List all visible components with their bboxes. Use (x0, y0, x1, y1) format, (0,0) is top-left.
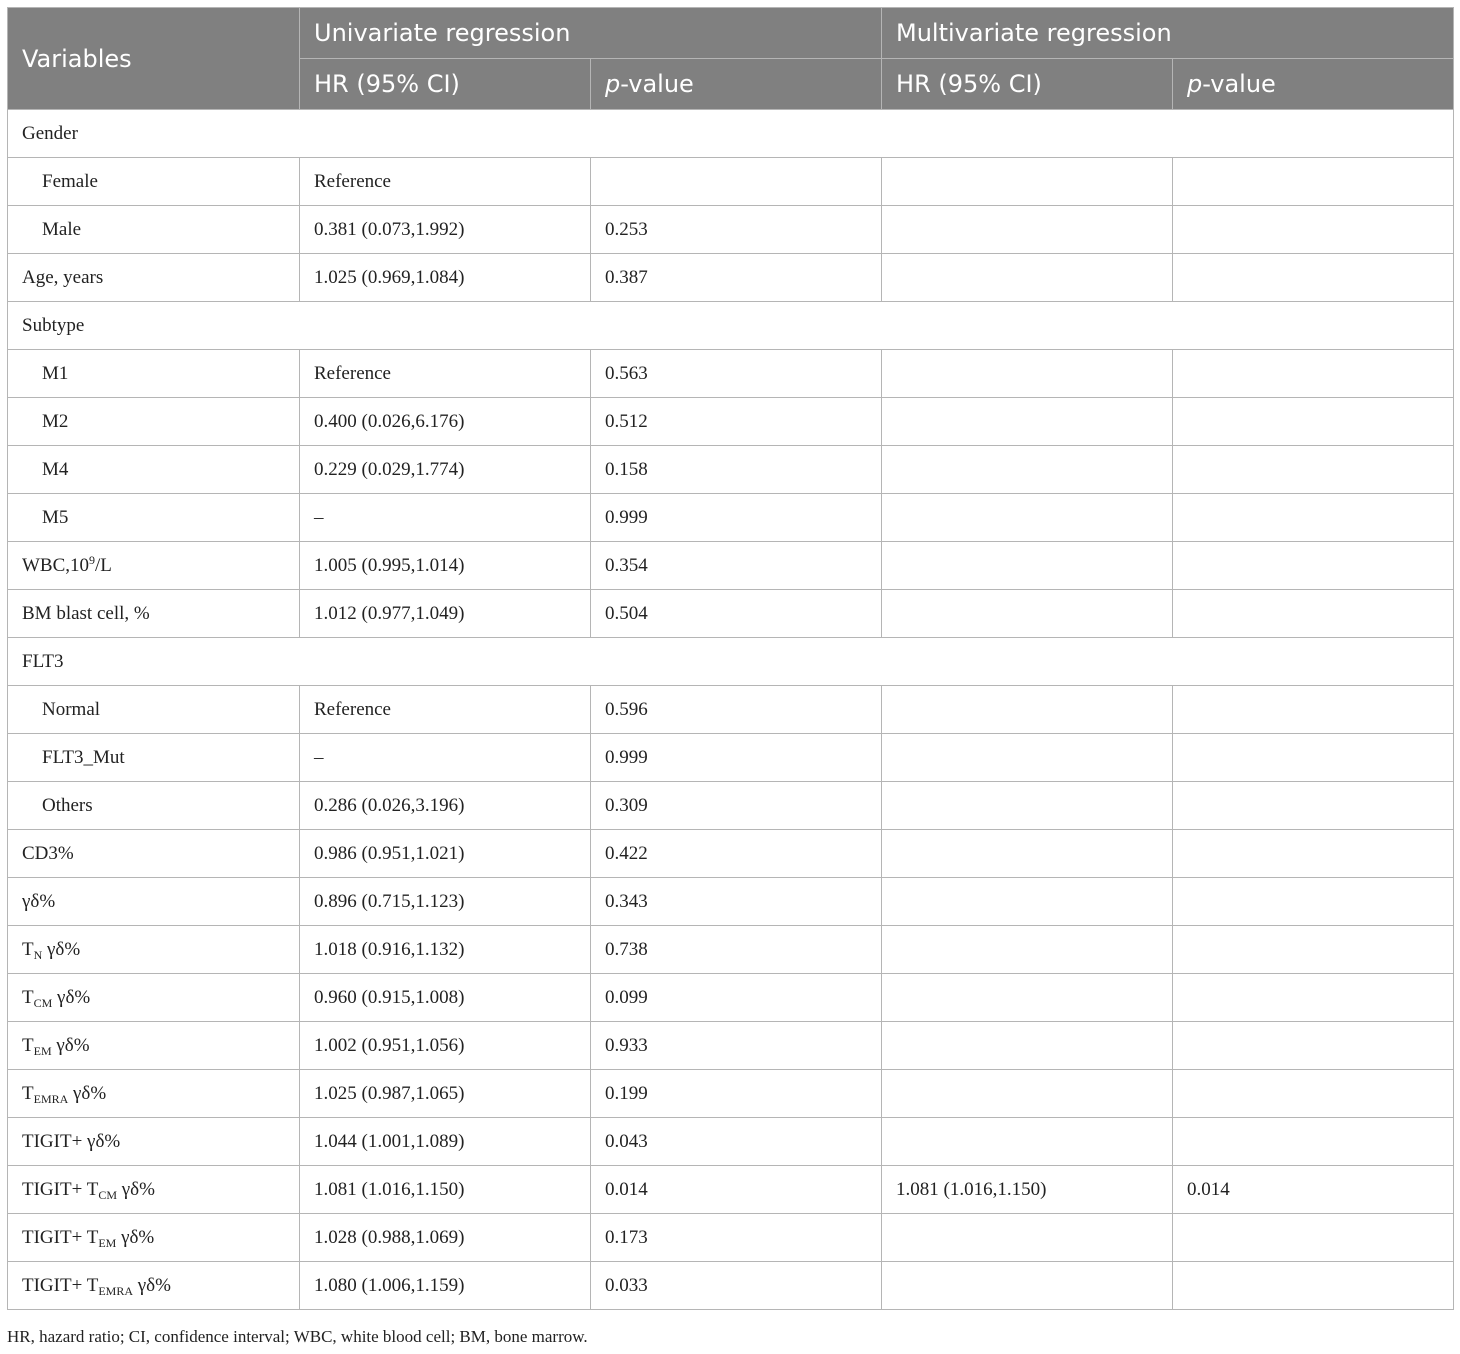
uni-p-cell: 0.738 (591, 926, 882, 974)
table-row (8, 398, 1454, 446)
variable-cell: $T_N$ γδ% (8, 926, 300, 974)
multi-hr-cell (882, 1262, 1173, 1310)
uni-hr-cell: 1.018 (0.916,1.132) (300, 926, 591, 974)
multi-p-cell (1173, 974, 1454, 1022)
uni-p-cell: 0.343 (591, 878, 882, 926)
table-row (8, 350, 1454, 398)
multi-p-cell (1173, 926, 1454, 974)
multi-hr-cell (882, 878, 1173, 926)
multi-hr-cell (882, 974, 1173, 1022)
table-row (8, 1118, 1454, 1166)
multi-p-cell (1173, 1070, 1454, 1118)
variable-cell: BM blast cell, % (8, 590, 300, 638)
multi-hr-cell (882, 686, 1173, 734)
multi-p-cell (1173, 590, 1454, 638)
multi-p-cell (1173, 734, 1454, 782)
uni-hr-cell: – (300, 734, 591, 782)
uni-hr-cell: Reference (300, 350, 591, 398)
multi-p-cell (1173, 878, 1454, 926)
multi-p-cell (1173, 254, 1454, 302)
uni-hr-cell: Reference (300, 158, 591, 206)
table-row (8, 254, 1454, 302)
header-variables: Variables (8, 8, 300, 110)
table-row (8, 446, 1454, 494)
header-multivariate: Multivariate regression (882, 8, 1454, 59)
group-label: FLT3 (8, 638, 1454, 686)
multi-p-cell (1173, 446, 1454, 494)
multi-p-cell (1173, 1214, 1454, 1262)
uni-p-cell: 0.596 (591, 686, 882, 734)
table-row (8, 734, 1454, 782)
multi-p-cell (1173, 782, 1454, 830)
uni-hr-cell: 0.986 (0.951,1.021) (300, 830, 591, 878)
uni-p-cell: 0.033 (591, 1262, 882, 1310)
uni-hr-cell: 0.400 (0.026,6.176) (300, 398, 591, 446)
header-uni-p: p-value (591, 59, 882, 110)
header-univariate: Univariate regression (300, 8, 882, 59)
variable-cell: TIGIT+ $T_{EMRA}$ γδ% (8, 1262, 300, 1310)
header-uni-hr: HR (95% CI) (300, 59, 591, 110)
multi-hr-cell (882, 446, 1173, 494)
table-row (8, 542, 1454, 590)
table-row (8, 974, 1454, 1022)
group-label: Gender (8, 110, 1454, 158)
multi-p-cell (1173, 206, 1454, 254)
uni-hr-cell: 1.081 (1.016,1.150) (300, 1166, 591, 1214)
uni-p-cell: 0.309 (591, 782, 882, 830)
multi-p-cell (1173, 158, 1454, 206)
multi-hr-cell (882, 206, 1173, 254)
uni-hr-cell: 1.028 (0.988,1.069) (300, 1214, 591, 1262)
table-row (8, 302, 1454, 350)
uni-hr-cell: 1.080 (1.006,1.159) (300, 1262, 591, 1310)
variable-cell: Normal (8, 686, 300, 734)
uni-p-cell: 0.253 (591, 206, 882, 254)
uni-p-cell: 0.504 (591, 590, 882, 638)
table-row (8, 1214, 1454, 1262)
table-row (8, 686, 1454, 734)
multi-hr-cell (882, 782, 1173, 830)
uni-p-cell: 0.999 (591, 734, 882, 782)
uni-p-cell (591, 158, 882, 206)
uni-hr-cell: 1.025 (0.969,1.084) (300, 254, 591, 302)
table-row (8, 206, 1454, 254)
multi-hr-cell (882, 1214, 1173, 1262)
table-row (8, 638, 1454, 686)
multi-p-cell: 0.014 (1173, 1166, 1454, 1214)
variable-cell: $T_{CM}$ γδ% (8, 974, 300, 1022)
multi-hr-cell (882, 542, 1173, 590)
variable-cell: Female (8, 158, 300, 206)
uni-hr-cell: 1.025 (0.987,1.065) (300, 1070, 591, 1118)
variable-cell: M5 (8, 494, 300, 542)
multi-hr-cell (882, 926, 1173, 974)
multi-hr-cell (882, 350, 1173, 398)
group-label: Subtype (8, 302, 1454, 350)
table-row (8, 1166, 1454, 1214)
multi-hr-cell (882, 830, 1173, 878)
multi-hr-cell: 1.081 (1.016,1.150) (882, 1166, 1173, 1214)
uni-hr-cell: 0.229 (0.029,1.774) (300, 446, 591, 494)
variable-cell: M2 (8, 398, 300, 446)
variable-cell: Age, years (8, 254, 300, 302)
header-multi-p: p-value (1173, 59, 1454, 110)
variable-cell: Male (8, 206, 300, 254)
multi-hr-cell (882, 1070, 1173, 1118)
variable-cell: M1 (8, 350, 300, 398)
uni-p-cell: 0.043 (591, 1118, 882, 1166)
uni-hr-cell: – (300, 494, 591, 542)
variable-cell: TIGIT+ $T_{EM}$ γδ% (8, 1214, 300, 1262)
table-body (8, 110, 1454, 1310)
uni-p-cell: 0.014 (591, 1166, 882, 1214)
multi-p-cell (1173, 1022, 1454, 1070)
multi-hr-cell (882, 1118, 1173, 1166)
multi-hr-cell (882, 734, 1173, 782)
table-header (8, 8, 1454, 110)
uni-p-cell: 0.099 (591, 974, 882, 1022)
uni-p-cell: 0.422 (591, 830, 882, 878)
regression-table-container (7, 7, 1453, 1310)
multi-hr-cell (882, 398, 1173, 446)
header-multi-hr: HR (95% CI) (882, 59, 1173, 110)
table-row (8, 1022, 1454, 1070)
table-row (8, 110, 1454, 158)
multi-p-cell (1173, 1118, 1454, 1166)
multi-p-cell (1173, 350, 1454, 398)
table-row (8, 926, 1454, 974)
uni-hr-cell: Reference (300, 686, 591, 734)
uni-p-cell: 0.158 (591, 446, 882, 494)
table-row (8, 590, 1454, 638)
multi-hr-cell (882, 1022, 1173, 1070)
multi-p-cell (1173, 1262, 1454, 1310)
uni-hr-cell: 1.002 (0.951,1.056) (300, 1022, 591, 1070)
table-row (8, 830, 1454, 878)
multi-p-cell (1173, 542, 1454, 590)
multi-p-cell (1173, 686, 1454, 734)
uni-p-cell: 0.933 (591, 1022, 882, 1070)
variable-cell: CD3% (8, 830, 300, 878)
uni-p-cell: 0.999 (591, 494, 882, 542)
multi-hr-cell (882, 158, 1173, 206)
table-row (8, 878, 1454, 926)
multi-p-cell (1173, 398, 1454, 446)
multi-hr-cell (882, 494, 1173, 542)
variable-cell: Others (8, 782, 300, 830)
variable-cell: TIGIT+ γδ% (8, 1118, 300, 1166)
uni-hr-cell: 0.381 (0.073,1.992) (300, 206, 591, 254)
uni-p-cell: 0.354 (591, 542, 882, 590)
uni-hr-cell: 1.012 (0.977,1.049) (300, 590, 591, 638)
multi-p-cell (1173, 830, 1454, 878)
variable-cell: M4 (8, 446, 300, 494)
uni-hr-cell: 0.896 (0.715,1.123) (300, 878, 591, 926)
variable-cell: $WBC,10^9/L$ (8, 542, 300, 590)
table-row (8, 1070, 1454, 1118)
multi-hr-cell (882, 590, 1173, 638)
uni-hr-cell: 0.286 (0.026,3.196) (300, 782, 591, 830)
table-row (8, 1262, 1454, 1310)
multi-p-cell (1173, 494, 1454, 542)
uni-p-cell: 0.173 (591, 1214, 882, 1262)
variable-cell: FLT3_Mut (8, 734, 300, 782)
uni-hr-cell: 1.044 (1.001,1.089) (300, 1118, 591, 1166)
variable-cell: $T_{EMRA}$ γδ% (8, 1070, 300, 1118)
variable-cell: γδ% (8, 878, 300, 926)
multi-hr-cell (882, 254, 1173, 302)
table-row (8, 494, 1454, 542)
variable-cell: TIGIT+ $T_{CM}$ γδ% (8, 1166, 300, 1214)
regression-table (7, 7, 1454, 1310)
table-row (8, 158, 1454, 206)
uni-p-cell: 0.512 (591, 398, 882, 446)
uni-hr-cell: 1.005 (0.995,1.014) (300, 542, 591, 590)
uni-p-cell: 0.387 (591, 254, 882, 302)
table-row (8, 782, 1454, 830)
variable-cell: $T_{EM}$ γδ% (8, 1022, 300, 1070)
uni-hr-cell: 0.960 (0.915,1.008) (300, 974, 591, 1022)
uni-p-cell: 0.199 (591, 1070, 882, 1118)
uni-p-cell: 0.563 (591, 350, 882, 398)
table-footnote: HR, hazard ratio; CI, confidence interval; WBC, white blood cell; BM, bone marrow. (7, 1327, 588, 1346)
